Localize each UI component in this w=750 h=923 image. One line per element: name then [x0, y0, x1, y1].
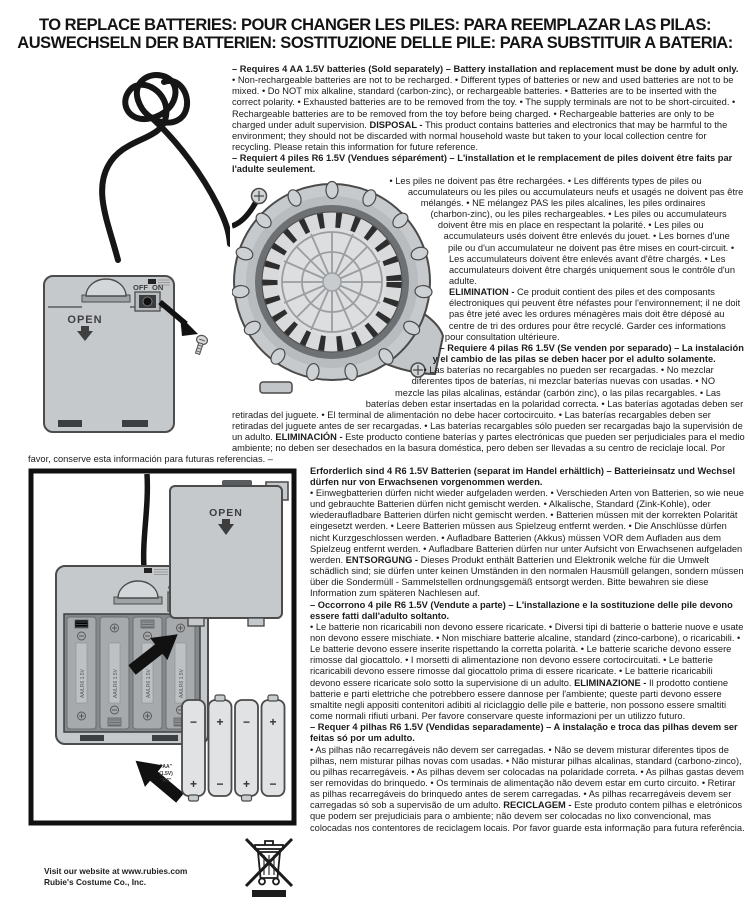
- footer-website: Visit our website at www.rubies.com: [44, 866, 188, 876]
- fan-hub: [323, 273, 341, 291]
- screw-icon: [252, 188, 267, 203]
- battery-slot-label: AA/LR6 1.5V: [179, 668, 185, 698]
- minus-sign: −: [216, 776, 224, 791]
- en-body-text2: This product contains batteries and electronics that may be harmful to the environment; they should not be discarded with normal household waste but taken to your local collection centre for recycling. Please retain this information for future reference.: [232, 119, 728, 153]
- size-note-line2: (1.5V): [159, 770, 173, 777]
- pt-body-text: • As pilhas não recarregáveis não devem ser carregadas. • Não se devem misturar diferentes tipos de pilhas, nem misturar pilhas novas com usadas. • Não misturar pilhas alcalinas, standard (carbono-zinco), ou pilhas recarregáveis. • As pilhas devem ser colocadas na polaridade correta. • As pilhas gastas devem ser removidas do brinquedo. • Os terminais de alimentação não devem estar em curto circuito. • Retirar as pilhas recarregáveis do brinquedo antes de serem carregadas. • As pilhas recarregáveis devem ser carregadas só sob a supervisão de um adulto.: [310, 744, 744, 811]
- aa-battery: [262, 695, 285, 796]
- page-title-line1: TO REPLACE BATTERIES: POUR CHANGER LES PILES: PARA REEMPLAZAR LAS PILAS:: [38, 16, 711, 34]
- entsorgung-label: ENTSORGUNG -: [345, 554, 418, 565]
- battery-size-note: [159, 764, 173, 784]
- cover-foot: [248, 618, 264, 626]
- minus-sign: −: [189, 714, 198, 729]
- eliminazione-label: ELIMINAZIONE -: [574, 677, 647, 688]
- foot-slot: [152, 735, 178, 741]
- minus-sign: −: [242, 714, 251, 729]
- plus-sign: +: [242, 776, 251, 791]
- instructions-text: [28, 64, 745, 834]
- en-body-text: • Non-rechargeable batteries are not to be recharged. • Different types of batteries or new and used batteries are not to be mixed. • Do NOT mix alkaline, standard (carbon-zinc), or rechargeable batteries. • Batteries are to be inserted with the correct polarity. • Exhausted batteries are to be removed from the toy. • The supply terminals are not to be short-circuited. • Rechargeable batteries are to be removed from the toy before being charged. • Rechargeable batteries are only to be charged under adult supervision.: [232, 75, 736, 130]
- aa-battery: [209, 695, 232, 796]
- es-body-text2: Este producto contiene baterías y partes electrónicas que pueden ser perjudiciales para el medio ambiente; no deben ser desechados en la basura doméstica, pero deben ser llevadas a su centro de reciclaje local. Por favor, conserve esta información para futuras referencias. –: [28, 432, 745, 465]
- page-title-line2: AUSWECHSELN DER BATTERIEN: SOSTITUZIONE DELLE PILE: PARA SUBSTITUIR A BATERIA:: [17, 34, 733, 53]
- framed-battery-diagram: [28, 468, 302, 826]
- it-body-text2: Il prodotto contiene batterie e parti elettriche che potrebbero essere dannose per l'ambiente; queste parti devono essere smaltite negli appositi contenitori adibiti al riciclaggio delle pile e batterie, non possono essere smaltiti come normali rifiuti urbani. Per favore conservare queste informazioni per un utilizzo futuro.: [310, 677, 729, 722]
- elimination-label-es: ELIMINACIÓN -: [275, 432, 343, 443]
- weee-bin-icon: [243, 836, 295, 900]
- pt-body-text2: Este produto contem pilhas e eletrónicos que podem ser prejudiciais para o ambiente; não devem ser colocadas no lixo convencional, mas colocadas nos contentores de reciclagem locais. Por favor guarde esta informação para futura referência.: [310, 800, 745, 833]
- footer: [44, 866, 187, 888]
- on-label: ON: [152, 283, 164, 292]
- screw-icon: [192, 334, 208, 355]
- battery-slot-label: AA/LR6 1.5V: [146, 668, 152, 698]
- plus-sign: +: [269, 714, 277, 729]
- size-note-line3: "R6": [160, 777, 172, 784]
- plus-sign: +: [189, 776, 198, 791]
- size-note-line1: "AA": [160, 763, 172, 770]
- instructions-pt-intro: – Requer 4 pilhas R6 1.5V (Vendidas separadamente) – A instalação e troca das pilhas devem ser feitas só por um adulto.: [310, 722, 738, 744]
- de-body-text2: Dieses Produkt enthält Batterien und Elektronik welche für die Umwelt schädlich sind; sie dürfen unter keinen Umständen in den normalen Hausmüll gelangen, sondern müssen über die Sondermüll - Sammelstellen ordnungsgemäß entsorgt werden. Bitte bewahren sie diese Information zum späteren Nachlesen auf.: [310, 554, 744, 599]
- minus-sign: −: [269, 776, 277, 791]
- battery-pack-illustration: [44, 276, 174, 432]
- aa-battery: [182, 700, 205, 801]
- fan-foot: [260, 382, 292, 393]
- footer-company: Rubie's Costume Co., Inc.: [44, 876, 147, 887]
- weee-bar: [252, 890, 286, 897]
- arrow-icon: [180, 316, 198, 336]
- open-label: OPEN: [209, 506, 243, 519]
- battery-cell: [100, 617, 129, 729]
- open-label: OPEN: [67, 314, 103, 326]
- instructions-fr-body: • Les piles ne doivent pas être rechargées. • Les différents types de piles ou accumulateurs ou les piles ou accumulateurs neufs et usagés ne doivent pas être mélangés. • NE mélangez PAS les piles alcalines, les piles ordinaires (charbon-zinc), ou les piles rechargeables. • Les piles ou accumulateurs doivent être mis en place en respectant la polarité. • Les piles ou accumulateurs usés doivent être enlevés du jouet. • Les bornes d'une pile ou d'un accumulateur ne doivent pas être mises en court-circuit. • Les accumulateurs doivent être enlevés avant d'être chargés. • Les accumulateurs doivent être chargés uniquement sous le contrôle d'un adulte.: [389, 175, 744, 286]
- battery-cell: [67, 617, 96, 729]
- instructions-en-intro: – Requires 4 AA 1.5V batteries (Sold separately) – Battery installation and replacement must be done by adult only.: [232, 64, 739, 74]
- de-body-text: • Einwegbatterien dürfen nicht wieder aufgeladen werden. • Verschieden Arten von Batterien, so wie neue und gebrauchte Batterien dürfen nicht gemischt werden. • Alkalische, Standard (Zink-Kohle), oder wiederaufladbare Batterien dürfen nicht gemischt werden. • Batterien müssen mit der korrekten Polarität eingesetzt werden. • Leere Batterien müssen aus Spielzeug entfernt werden. • Die Anschlüsse dürfen nicht Kurzgeschlossen werden. • Aufladbare Batterien (Akkus) müssen VOR dem Aufladen aus dem Spielzeug entfernt werden. • Aufladbare Batterien dürfen nur unter Aufsicht von Erwachsenen aufgeladen werden.: [310, 487, 744, 565]
- disposal-label: DISPOSAL -: [369, 119, 423, 130]
- battery-pack-cord-illustration: [28, 64, 230, 450]
- it-body-text: • Le batterie non ricaricabili non devono essere ricaricate. • Diversi tipi di batterie o batterie nuove e usate non devono essere mischiate. • Non mischiare batterie alcaline, standard (zinco-carbone), o ricaricabili. • Le batterie devono essere inserite rispettando la corretta polarità. • Le batterie scariche devono essere rimosse dal giocattolo. • I morsetti di alimentazione non devono essere cortocircuitati. • Le batterie ricaricabili devono essere rimosse dal giocattolo prima di essere ricaricate. • Le batterie ricaricabili devono essere ricaricate solo sotto la supervisione di un adulto.: [310, 621, 744, 688]
- instructions-de-intro: Erforderlich sind 4 R6 1.5V Batterien (separat im Handel erhältlich) – Batterieinsatz und Wechsel dürfen nur von Erwachsenen vorgenommen werden.: [310, 465, 736, 487]
- elimination-label-fr: ELIMINATION -: [449, 287, 515, 298]
- cover-foot: [188, 618, 204, 626]
- instructions-es-intro: – Requiere 4 pilas R6 1.5V (Se venden por separado) – La instalación y el cambio de las pilas se deben hacer por el adulto solamente.: [432, 342, 744, 365]
- off-label: OFF: [133, 283, 148, 292]
- battery-slot-label: AA/LR6 1.5V: [80, 668, 86, 698]
- battery-cover-illustration: [170, 480, 288, 626]
- es-body-text: • Las baterías no recargables no pueden ser recargadas. • No mezclar diferentes tipos de baterías, ni mezclar baterías nuevas con usadas. • NO mezcle las pilas alcalinas, estándar (carbón zinc), o las pilas recargables. • Las baterías deben estar insertadas en la polaridad correcta. • Las baterías agotadas deben ser retiradas del juguete. • El terminal de alimentación no debe hacer cortocircuito. • Las baterías recargables deben ser retiradas del juguete antes de ser recargadas. • Las baterías recargables sólo pueden ser recargadas bajo la supervisión de un adulto.: [232, 365, 744, 443]
- page-title: [0, 16, 750, 53]
- fan-illustration: [232, 176, 446, 400]
- instructions-fr-intro: – Requiert 4 piles R6 1.5V (Vendues séparément) – L'installation et le remplacement de piles doivent être faits par l'adulte seulement.: [232, 153, 733, 175]
- foot-slot: [58, 420, 82, 427]
- foot-slot: [122, 420, 148, 427]
- plus-sign: +: [216, 714, 224, 729]
- foot-slot: [80, 735, 104, 741]
- fr-elim-text: Ce produit contient des piles et des composants électroniques qui peuvent être néfastes pour l'environnement; il ne doit pas être jeté avec les ordures ménagères mais doit être déposé au centre de tri des ordures pour être recyclé. Garder ces informations pour consultation ultérieure.: [444, 287, 741, 342]
- power-cord-illustration: [102, 75, 230, 260]
- aa-battery: [235, 700, 258, 801]
- reciclagem-label: RECICLAGEM -: [503, 800, 572, 811]
- instructions-it-intro: – Occorrono 4 pile R6 1.5V (Vendute a parte) – L'installazione e la sostituzione delle pile devono essere fatti dall'adulto soltanto.: [310, 599, 733, 621]
- battery-slot-label: AA/LR6 1.5V: [113, 668, 119, 698]
